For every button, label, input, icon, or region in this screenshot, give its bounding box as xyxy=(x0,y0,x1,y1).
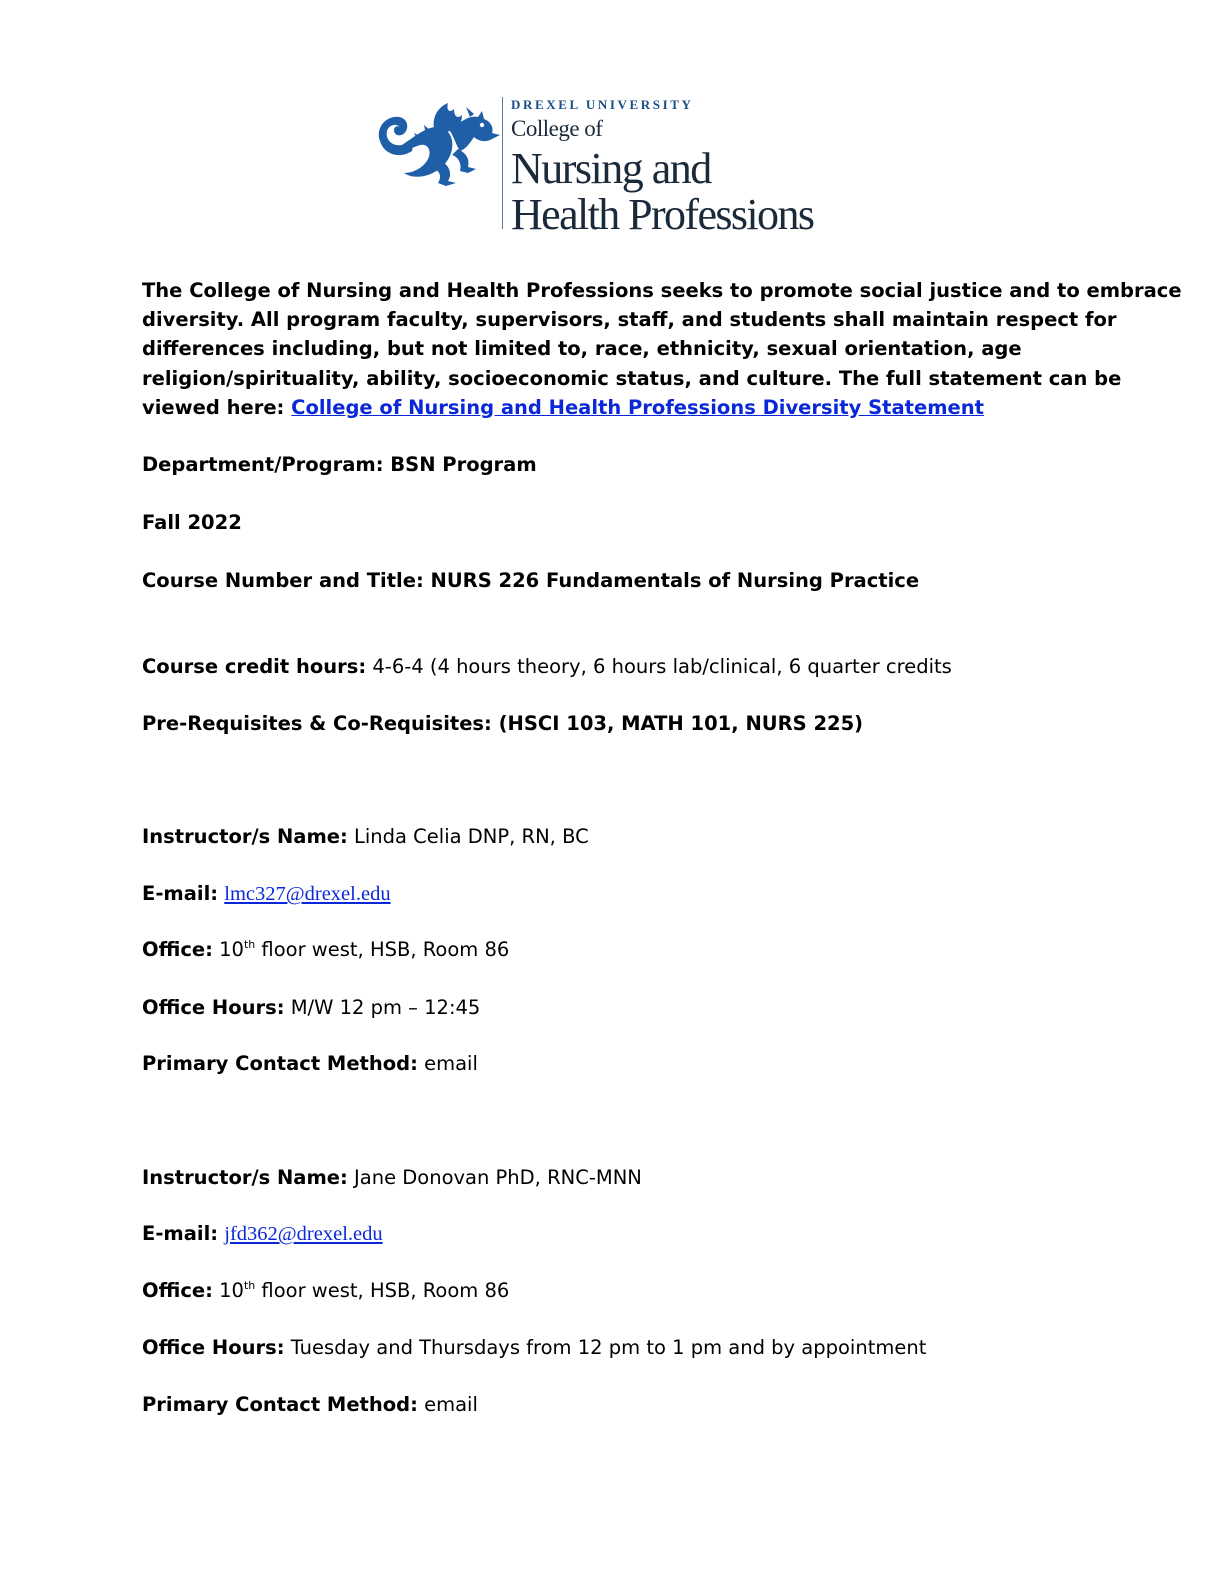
office-floor: 10 xyxy=(212,1279,244,1302)
instructor-office-hours xyxy=(142,1333,1082,1362)
contact-method-value: email xyxy=(417,1393,478,1416)
term: Fall 2022 xyxy=(142,511,242,534)
credit-hours-label: Course credit hours: xyxy=(142,655,367,678)
office-hours-label: Office Hours: xyxy=(142,1336,285,1359)
instructor-name-value: Jane Donovan PhD, RNC-MNN xyxy=(347,1166,642,1189)
diversity-statement xyxy=(142,276,1182,422)
instructor-contact-method xyxy=(142,1049,1082,1078)
contact-method-value: email xyxy=(417,1052,478,1075)
office-label: Office: xyxy=(142,938,213,961)
statement-line-prefix: viewed here: xyxy=(142,395,292,419)
statement-line: diversity. All program faculty, supervisors, staff, and students shall maintain respect for xyxy=(142,308,1117,332)
instructor-name-label: Instructor/s Name: xyxy=(142,1166,348,1189)
instructor-email xyxy=(142,879,1082,909)
office-hours-label: Office Hours: xyxy=(142,996,285,1019)
instructor-office-hours xyxy=(142,993,1082,1022)
email-link[interactable]: lmc327@drexel.edu xyxy=(224,883,391,905)
prerequisites: Pre-Requisites & Co-Requisites: (HSCI 103, MATH 101, NURS 225) xyxy=(142,712,864,735)
statement-line: The College of Nursing and Health Professions seeks to promote social justice and to embrace xyxy=(142,279,1182,302)
instructor-name-value: Linda Celia DNP, RN, BC xyxy=(347,825,589,848)
logo-health-professions: Health Professions xyxy=(511,190,814,239)
office-location: floor west, HSB, Room 86 xyxy=(255,1279,510,1302)
office-label: Office: xyxy=(142,1279,213,1302)
office-floor-suffix: th xyxy=(243,1279,256,1292)
instructor-office xyxy=(142,935,1082,964)
logo-nursing-and: Nursing and xyxy=(511,144,711,193)
instructor-name xyxy=(142,1163,1082,1192)
course-credit-hours xyxy=(142,652,1082,681)
email-label: E-mail: xyxy=(142,882,219,905)
office-floor-suffix: th xyxy=(243,938,256,951)
dragon-icon xyxy=(374,97,502,187)
diversity-statement-link[interactable]: College of Nursing and Health Professions Diversity Statement xyxy=(291,395,984,419)
office-location: floor west, HSB, Room 86 xyxy=(255,938,510,961)
instructor-email xyxy=(142,1219,1082,1249)
logo-university-name: DREXEL UNIVERSITY xyxy=(511,97,694,112)
credit-hours-value: 4-6-4 (4 hours theory, 6 hours lab/clinical, 6 quarter credits xyxy=(366,655,952,678)
statement-line xyxy=(142,393,1082,422)
department-program: Department/Program: BSN Program xyxy=(142,453,537,476)
statement-line: religion/spirituality, ability, socioeconomic status, and culture. The full statement can be xyxy=(142,366,1122,390)
email-link[interactable]: jfd362@drexel.edu xyxy=(224,1223,383,1245)
contact-method-label: Primary Contact Method: xyxy=(142,1393,418,1416)
instructor-name-label: Instructor/s Name: xyxy=(142,825,348,848)
course-number-title: Course Number and Title: NURS 226 Fundamentals of Nursing Practice xyxy=(142,569,920,592)
office-hours-value: M/W 12 pm – 12:45 xyxy=(284,996,481,1019)
email-label: E-mail: xyxy=(142,1222,219,1245)
contact-method-label: Primary Contact Method: xyxy=(142,1052,418,1075)
office-floor: 10 xyxy=(212,938,244,961)
instructor-contact-method xyxy=(142,1390,1082,1419)
logo-divider xyxy=(502,97,503,229)
instructor-name xyxy=(142,822,1082,851)
drexel-cnhp-logo xyxy=(374,95,854,239)
logo-college-of: College of xyxy=(511,116,603,141)
office-hours-value: Tuesday and Thursdays from 12 pm to 1 pm and by appointment xyxy=(284,1336,927,1359)
instructor-office xyxy=(142,1276,1082,1305)
statement-line: differences including, but not limited to, race, ethnicity, sexual orientation, age xyxy=(142,337,1022,361)
